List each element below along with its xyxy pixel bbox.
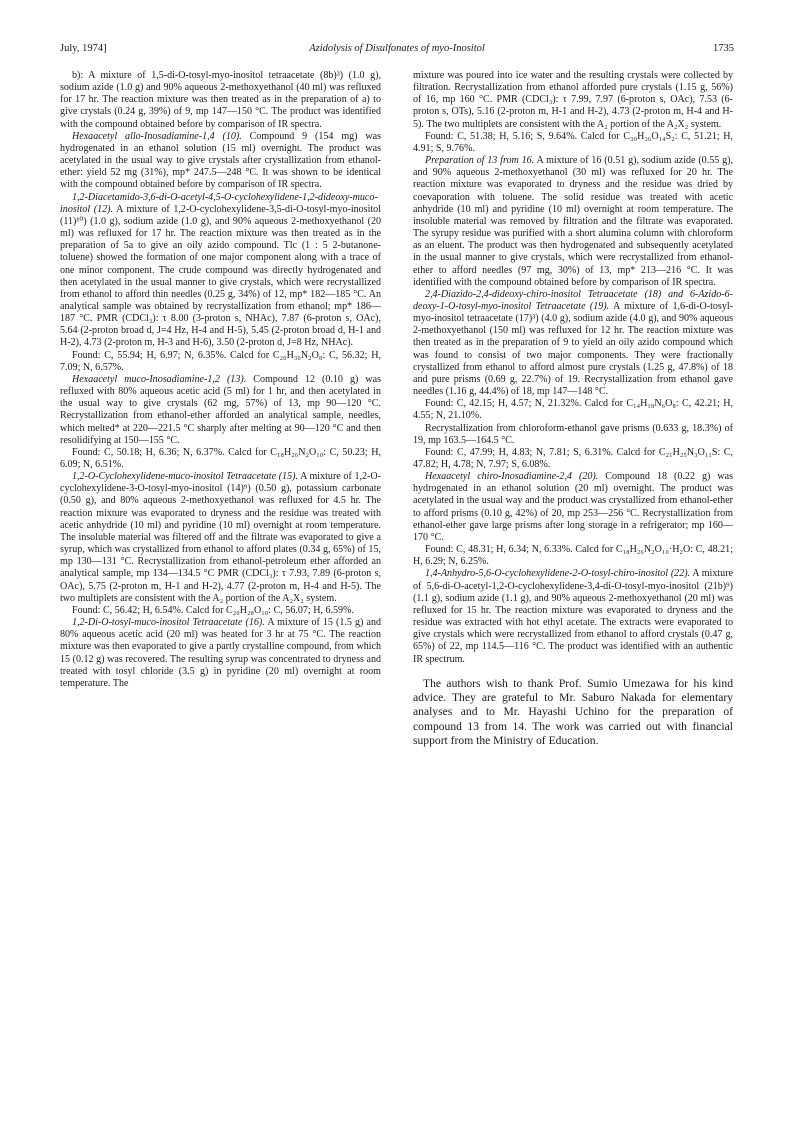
paragraph-text: A mixture of 1,2-O-cyclohexylidene-3-O-tosyl-myo-inositol (14)⁹) (0.50 g), potassium carbonate (0.50 g), and 80% aqueous 2-methoxyethanol was refluxed for 4.5 hr. The reaction mixture was evaporated to dryness and the residue was treated with acetic anhydride (10 ml) and pyridine (10 ml) overnight at room temperature. The insoluble material was filtered off and the filtrate was evaporated to give a syrup, which was crystallized from ethanol to afford plates (0.34 g, 65%) of 15, mp 130—131 °C. Recrystallization from ethanol-petroleum ether afforded an analytical sample, mp 134—134.5 °C PMR (CDCl₃): τ 7.93, 7.89 (6-proton s, OAc), 5.75 (2-proton m, H-1 and H-2), 4.77 (2-proton m, H-4 and H-5). The two multiplets are consistent with the A₂ portion of the A₂X₂ system. bbox=[60, 471, 381, 604]
paragraph-recrystallization: Recrystallization from chloroform-ethanol gave prisms (0.633 g, 18.3%) of 19, mp 163.5—164.5 °C. bbox=[413, 422, 733, 446]
elemental-analysis: Found: C, 47.99; H, 4.83; N, 7.81; S, 6.31%. Calcd for C₂₁H₂₅N₃O₁₁S: C, 47.82; H, 4.78; N, 7.97; S, 6.08%. bbox=[413, 446, 733, 470]
paragraph-text: A mixture of 15 (1.5 g) and 80% aqueous acetic acid (20 ml) was heated for 3 hr at 75 °C. The reaction mixture was then evaporated to give a partly crystalline compound, from which 15 (0.12 g) was recovered. The resulting syrup was concentrated to dryness and treated with tosyl chloride (3.5 g) in pyridine (20 ml) overnight at room temperature. The bbox=[60, 617, 381, 689]
paragraph-compound-16 bbox=[60, 617, 381, 690]
issue-date: July, 1974] bbox=[60, 43, 107, 54]
paragraph-procedure-b bbox=[60, 70, 381, 131]
paragraph-text: Compound 18 (0.22 g) was hydrogenated in an ethanol solution (20 ml) overnight. The product was acetylated in the usual way and the product was crystallized from ethanol-ether to afford prisms (0.10 g, 42%) of 20, mp 253—256 °C. Recrystallization from ethanol-ether gave large prisms after long storage in a refrigerator; mp 160—170 °C. bbox=[413, 471, 734, 543]
section-heading: 1,2-Diacetamido-3,6-di-O-acetyl-4,5-O-cyclohexylidene-1,2-dideoxy-muco-inositol (12). bbox=[60, 191, 378, 215]
paragraph-text: Compound 12 (0.10 g) was refluxed with 80% aqueous acetic acid (5 ml) for 1 hr, and then acetylated in the usual way to give crystals (62 mg, 57%) of 13, mp 90—120 °C. Recrystallization from ethanol-ether afforded an analytical sample, needles, which melted* at 220—221.5 °C sharply after melting at 90—120 °C and then resolidifying at 150—155 °C. bbox=[60, 373, 382, 446]
section-heading: 1,4-Anhydro-5,6-O-cyclohexylidene-2-O-tosyl-chiro-inositol (22). bbox=[425, 568, 691, 580]
paragraph-compound-22 bbox=[413, 568, 733, 665]
elemental-analysis: Found: C, 42.15; H, 4.57; N, 21.32%. Calcd for C₁₄H₁₈N₆O₈: C, 42.21; H, 4.55; N, 21.10%. bbox=[413, 398, 733, 422]
paragraph-compound-13 bbox=[60, 374, 381, 447]
right-column bbox=[413, 70, 733, 748]
paragraph-preparation-13 bbox=[413, 155, 733, 289]
paragraph-compound-10 bbox=[60, 131, 381, 192]
elemental-analysis: Found: C, 50.18; H, 6.36; N, 6.37%. Calcd for C₁₈H₂₆N₂O₁₀: C, 50.23; H, 6.09; N, 6.51%. bbox=[60, 446, 381, 470]
paragraph-text: b): A mixture of 1,5-di-O-tosyl-myo-inositol tetraacetate (8b)³) (1.0 g), sodium azide (1.0 g) and 90% aqueous 2-methoxyethanol (40 ml) was refluxed for 17 hr. The reaction mixture was then treated as in the preparation of a) to give crystals (0.24 g, 39%) of 9, mp 147—150 °C. The product was identified with the compound obtained before by comparison of IR spectra. bbox=[60, 70, 381, 130]
elemental-analysis: Found: C, 51.38; H, 5.16; S, 9.64%. Calcd for C₃₀H₃₆O₁₄S₂: C, 51.21; H, 4.91; S, 9.76%. bbox=[413, 130, 733, 154]
paragraph-text: A mixture of 5,6-di-O-acetyl-1,2-O-cyclohexylidene-3,4-di-O-tosyl-myo-inositol (21b)⁹) (1.1 g), sodium azide (1.1 g), and 90% aqueous 2-methoxyethanol (20 ml) was refluxed for 15 hr. The reaction mixture was evaporated to dryness and the residue was extracted with hot ethyl acetate. The extracts were evaporated to give crystals which were recrystallized from ethanol to afford crystals (0.47 g, 65%) of 22, mp 114.5—116 °C. The product was identified with an authentic IR spectrum. bbox=[413, 568, 733, 665]
paragraph-text: A mixture of 1,2-O-cyclohexylidene-3,5-di-O-tosyl-myo-inositol (11)¹⁰) (1.0 g), sodium azide (1.0 g), and 90% aqueous 2-methoxyethanol (20 ml) was refluxed for 17 hr. The reaction mixture was then treated as in the preparation of 5a to give an oily azido compound. Tlc (1 : 5 2-butanone-toluene) showed the formation of one major component along with a trace of one minor component. The crude compound was directly hydrogenated and then acetylated in the usual manner to give crystals, which were recrystallized from ethanol to afford thin needles (0.25 g, 34%) of 12, mp* 182—185 °C. An analytical sample was obtained by recrystallization from ethanol; mp* 186—187 °C. PMR (CDCl₃): τ 8.00 (3-proton s, NHAc), 7.87 (6-proton s, OAc), 5.64 (2-proton broad d, J=4 Hz, H-4 and H-5), 5.45 (2-proton broad d, H-1 and H-2), 4.73 (2-proton m, H-3 and H-6), 3.50 (2-proton d, J=8 Hz, NHAc). bbox=[60, 203, 381, 349]
running-head bbox=[60, 43, 734, 57]
paragraph-text: Compound 9 (154 mg) was hydrogenated in an ethanol solution (15 ml) overnight. The product was acetylated in the usual way to give crystals after crystallization from ethanol-ether: yield 52 mg (31%), mp* 247.5—248 °C. It was shown to be identical with the compound obtained before by comparison of IR spectra. bbox=[60, 130, 382, 191]
acknowledgment: The authors wish to thank Prof. Sumio Umezawa for his kind advice. They are grateful to Mr. Saburo Nakada for elementary analyses and to Mr. Hayashi Uchino for the preparation of compound 13 from 14. The work was carried out with financial support from the Ministry of Education. bbox=[413, 676, 733, 747]
paragraph-compounds-18-19 bbox=[413, 289, 733, 398]
section-heading: Hexaacetyl allo-Inosadiamine-1,4 (10). bbox=[72, 130, 242, 142]
page-number: 1735 bbox=[713, 43, 734, 54]
running-title: Azidolysis of Disulfonates of myo-Inositol bbox=[309, 43, 485, 54]
section-heading: Hexaacetyl muco-Inosadiamine-1,2 (13). bbox=[72, 373, 247, 385]
section-heading: Preparation of 13 from 16. bbox=[425, 155, 535, 167]
left-column bbox=[60, 70, 381, 690]
paragraph-text: A mixture of 16 (0.51 g), sodium azide (0.55 g), and 90% aqueous 2-methoxyethanol (30 ml) was refluxed for 20 hr. The reaction mixture was evaporated to dryness and the residue was dried by coevaporation with toluene. The solid residue was treated with acetic anhydride (10 ml) and pyridine (10 ml) overnight at room temperature. The insoluble material was removed by filtration and the filtrate was evaporated. The syrupy residue was purified with a short alumina column with chloroform as an eluent. The product was then hydrogenated and subsequently acetylated in the usual manner to give crystals, which were recrystallized from ethanol-ether to afford needles (97 mg, 30%) of 13, mp* 213—216 °C. It was identified with the compound obtained before by comparison of IR spectra. bbox=[413, 155, 733, 288]
paragraph-compound-20 bbox=[413, 471, 733, 544]
section-heading: 1,2-O-Cyclohexylidene-muco-inositol Tetraacetate (15). bbox=[72, 471, 298, 483]
paragraph-compound-15 bbox=[60, 471, 381, 605]
paragraph-text: A mixture of 1,6-di-O-tosyl-myo-inositol tetraacetate (17)³) (4.0 g), sodium azide (4.0 g), and 90% aqueous 2-methoxyethanol (150 ml) was refluxed for 12 hr. The reaction mixture was then treated as in the preparation of 9 to yield an oily azido compound which was found to consist of two major components. They were fractionally crystallized from ethanol to afford almost pure crystals (1.25 g, 47.8%) of 18 and pure prisms (0.69 g, 22.7%) of 19. Recrystallization from ethanol gave needles (1.16 g, 44.4%) of 18, mp 147—148 °C. bbox=[413, 300, 733, 398]
paragraph-compound-12 bbox=[60, 192, 381, 350]
paragraph-continued: mixture was poured into ice water and the resulting crystals were collected by filtration. Recrystallization from ethanol afforded pure crystals (1.15 g, 56%) of 16, mp 160 °C. PMR (CDCl₃): τ 7.99, 7.97 (6-proton s, OAc), 7.53 (6-proton s, OTs), 5.16 (2-proton m, H-1 and H-2), 4.73 (2-proton m, H-4 and H-5). The two multiplets are consistent with the A₂ portion of the A₂X₂ system. bbox=[413, 70, 733, 130]
elemental-analysis: Found: C, 55.94; H, 6.97; N, 6.35%. Calcd for C₂₀H₃₀N₂O₈: C, 56.32; H, 7.09; N, 6.57%. bbox=[60, 349, 381, 373]
section-heading: 2,4-Diazido-2,4-dideoxy-chiro-inositol Tetraacetate (18) and 6-Azido-6-deoxy-1-O-tosyl-myo-inositol Tetraacetate (19). bbox=[413, 288, 733, 312]
elemental-analysis: Found: C, 56.42; H, 6.54%. Calcd for C₂₀H₂₈O₁₀: C, 56.07; H, 6.59%. bbox=[72, 604, 354, 616]
section-heading: 1,2-Di-O-tosyl-muco-inositol Tetraacetate (16). bbox=[72, 617, 265, 629]
elemental-analysis: Found: C, 48.31; H, 6.34; N, 6.33%. Calcd for C₁₈H₂₆N₂O₁₀·H₂O: C, 48.21; H, 6.29; N, 6.25%. bbox=[413, 544, 733, 568]
section-heading: Hexaacetyl chiro-Inosadiamine-2,4 (20). bbox=[425, 471, 599, 483]
